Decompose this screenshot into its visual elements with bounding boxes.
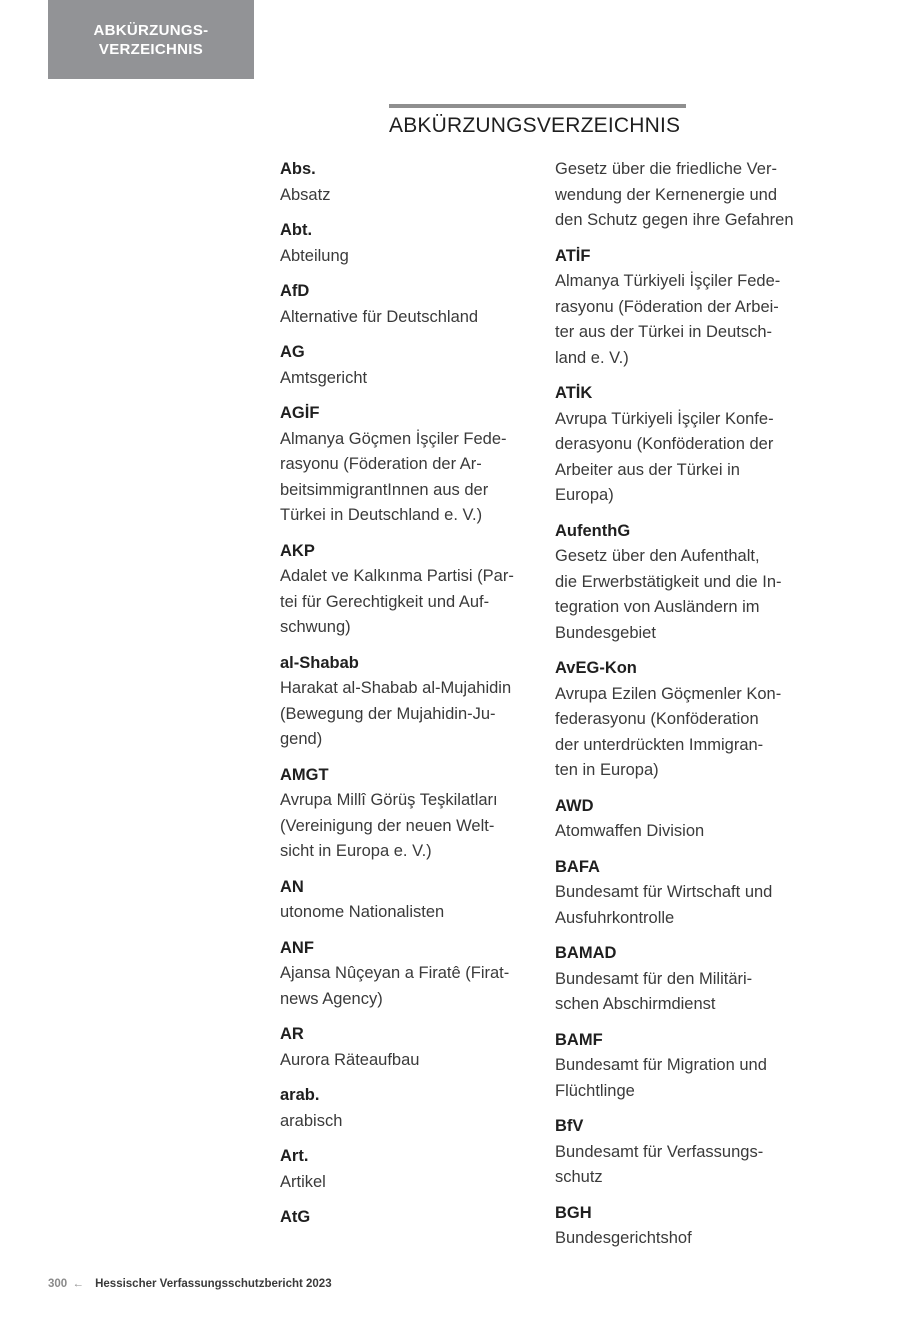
abbreviation-entry xyxy=(555,855,805,932)
abbreviation-meaning-line: schutz xyxy=(555,1168,603,1186)
abbreviation-meaning-line: Bundesamt für Verfassungs- xyxy=(555,1142,764,1161)
abbreviation-term: Art. xyxy=(280,1147,309,1165)
page-title: ABKÜRZUNGSVERZEICHNIS xyxy=(389,114,681,137)
abbreviation-entry xyxy=(280,1144,530,1195)
abbreviation-term: AKP xyxy=(280,541,315,560)
abbreviation-term: BfV xyxy=(555,1117,584,1135)
abbreviation-meaning-line: Ausfuhrkontrolle xyxy=(555,908,675,927)
abbreviation-entry xyxy=(280,1083,530,1134)
abbreviation-entry xyxy=(555,519,805,647)
abbreviation-meaning-line: rasyonu (Föderation der Ar- xyxy=(280,455,482,473)
abbreviation-meaning-line: Bundesamt für Migration und xyxy=(555,1056,767,1074)
abbreviation-meaning-line: den Schutz gegen ihre Gefahren xyxy=(555,211,794,229)
abbreviation-term: AtG xyxy=(280,1208,311,1226)
abbreviation-entry xyxy=(555,941,805,1018)
abbreviation-entry xyxy=(280,279,530,330)
abbreviation-entry xyxy=(555,244,805,372)
abbreviation-meaning-line: beitsimmigrantInnen aus der xyxy=(280,480,489,499)
page-footer xyxy=(48,1278,332,1290)
section-tab-line2: VERZEICHNIS xyxy=(98,40,204,58)
abbreviation-meaning-line: Bundesamt für den Militäri- xyxy=(555,969,753,988)
abbreviation-meaning-line: derasyonu (Konföderation der xyxy=(555,435,774,453)
abbreviation-term: AMGT xyxy=(280,765,329,784)
abbreviation-meaning-line: Arbeiter aus der Türkei in xyxy=(555,460,740,479)
abbreviation-entry xyxy=(555,656,805,784)
abbreviation-meaning-line: Amtsgericht xyxy=(280,368,368,387)
abbreviation-meaning-line: Almanya Göçmen İşçiler Fede- xyxy=(280,429,507,448)
abbreviation-term: al-Shabab xyxy=(280,653,359,672)
abbreviation-meaning-line: rasyonu (Föderation der Arbei- xyxy=(555,297,779,316)
abbreviation-term: AvEG-Kon xyxy=(555,659,637,677)
abbreviation-term: AufenthG xyxy=(555,521,631,540)
abbreviation-term: ANF xyxy=(280,938,314,957)
abbreviation-entry xyxy=(280,1022,530,1073)
abbreviation-entry xyxy=(555,1201,805,1252)
abbreviation-meaning-line: (Bewegung der Mujahidin-Ju- xyxy=(280,704,496,723)
abbreviation-term: Abt. xyxy=(280,221,313,239)
abbreviation-entry xyxy=(280,340,530,391)
abbreviation-meaning-line: schen Abschirmdienst xyxy=(555,995,716,1013)
abbreviation-entry xyxy=(280,157,530,208)
abbreviation-meaning-line: (Vereinigung der neuen Welt- xyxy=(280,816,495,835)
abbreviation-term: ATİK xyxy=(555,384,593,402)
abbreviation-term: AR xyxy=(280,1025,304,1043)
abbreviation-term: Abs. xyxy=(280,160,316,178)
abbreviation-term: BAMF xyxy=(555,1030,603,1049)
abbreviation-meaning-line: der unterdrückten Immigran- xyxy=(555,735,764,754)
abbreviation-entry xyxy=(280,936,530,1013)
section-tab xyxy=(48,0,254,79)
abbreviation-meaning-line: Ajansa Nûçeyan a Firatê (Firat- xyxy=(280,964,510,982)
abbreviation-meaning-line: Türkei in Deutschland e. V.) xyxy=(280,506,483,524)
abbreviation-meaning-line: Aurora Räteaufbau xyxy=(280,1050,420,1069)
back-arrow-icon: ← xyxy=(72,1278,84,1290)
abbreviation-term: BAFA xyxy=(555,857,600,876)
abbreviation-entry xyxy=(555,157,805,234)
abbreviation-meaning-line: land e. V.) xyxy=(555,348,629,367)
abbreviation-entry xyxy=(280,218,530,269)
abbreviation-meaning-line: Alternative für Deutschland xyxy=(280,307,479,326)
abbreviation-meaning-line: Absatz xyxy=(280,185,331,204)
abbreviation-column-right xyxy=(555,157,805,1262)
abbreviation-meaning-line: Adalet ve Kalkınma Partisi (Par- xyxy=(280,567,514,585)
abbreviation-meaning-line: ten in Europa) xyxy=(555,761,659,779)
abbreviation-meaning-line: schwung) xyxy=(280,618,351,636)
section-tab-line1: ABKÜRZUNGS- xyxy=(93,21,209,39)
abbreviation-meaning-line: Avrupa Millî Görüş Teşkilatları xyxy=(280,791,498,809)
abbreviation-meaning-line: federasyonu (Konföderation xyxy=(555,710,759,728)
abbreviation-meaning-line: utonome Nationalisten xyxy=(280,903,445,921)
abbreviation-meaning-line: Bundesgebiet xyxy=(555,623,656,642)
abbreviation-term: arab. xyxy=(280,1086,320,1104)
abbreviation-entry xyxy=(280,401,530,529)
abbreviation-entry xyxy=(555,794,805,845)
page-number: 300 xyxy=(48,1278,68,1290)
abbreviation-term: BAMAD xyxy=(555,944,617,962)
abbreviation-term: AN xyxy=(280,877,304,896)
abbreviation-meaning-line: Almanya Türkiyeli İşçiler Fede- xyxy=(555,272,781,290)
abbreviation-meaning-line: Gesetz über die friedliche Ver- xyxy=(555,160,777,178)
abbreviation-meaning-line: die Erwerbstätigkeit und die In- xyxy=(555,572,782,591)
abbreviation-entry xyxy=(280,539,530,641)
title-rule xyxy=(389,104,686,108)
abbreviation-meaning-line: wendung der Kernenergie und xyxy=(555,185,778,204)
abbreviation-meaning-line: sicht in Europa e. V.) xyxy=(280,842,432,860)
abbreviation-meaning-line: Artikel xyxy=(280,1172,326,1191)
abbreviation-entry xyxy=(555,1114,805,1191)
abbreviation-meaning-line: Avrupa Türkiyeli İşçiler Konfe- xyxy=(555,409,774,428)
abbreviation-meaning-line: Bundesamt für Wirtschaft und xyxy=(555,883,773,901)
abbreviation-term: AG xyxy=(280,343,305,361)
abbreviation-meaning-line: Europa) xyxy=(555,486,614,504)
abbreviation-meaning-line: Gesetz über den Aufenthalt, xyxy=(555,547,760,565)
abbreviation-meaning-line: tegration von Ausländern im xyxy=(555,598,760,616)
abbreviation-entry xyxy=(280,651,530,753)
abbreviation-term: AWD xyxy=(555,796,594,815)
abbreviation-entry xyxy=(280,875,530,926)
abbreviation-entry xyxy=(280,1205,530,1231)
abbreviation-entry xyxy=(555,381,805,509)
abbreviation-term: AfD xyxy=(280,282,310,300)
abbreviation-term: AGİF xyxy=(280,404,320,422)
abbreviation-meaning-line: Atomwaffen Division xyxy=(555,822,705,840)
abbreviation-meaning-line: news Agency) xyxy=(280,989,383,1008)
abbreviation-meaning-line: Abteilung xyxy=(280,246,349,265)
abbreviation-meaning-line: gend) xyxy=(280,730,323,748)
abbreviation-meaning-line: Avrupa Ezilen Göçmenler Kon- xyxy=(555,684,782,703)
abbreviation-meaning-line: arabisch xyxy=(280,1111,343,1130)
abbreviation-column-left xyxy=(280,157,530,1241)
abbreviation-meaning-line: tei für Gerechtigkeit und Auf- xyxy=(280,592,490,611)
abbreviation-term: ATİF xyxy=(555,246,591,265)
abbreviation-meaning-line: Harakat al-Shabab al-Mujahidin xyxy=(280,679,512,697)
abbreviation-entry xyxy=(280,763,530,865)
abbreviation-term: BGH xyxy=(555,1203,592,1222)
abbreviation-meaning-line: Flüchtlinge xyxy=(555,1081,635,1100)
abbreviation-entry xyxy=(555,1028,805,1105)
publication-title: Hessischer Verfassungsschutzbericht 2023 xyxy=(95,1278,332,1290)
abbreviation-meaning-line: Bundesgerichtshof xyxy=(555,1229,692,1247)
abbreviation-meaning-line: ter aus der Türkei in Deutsch- xyxy=(555,323,773,341)
